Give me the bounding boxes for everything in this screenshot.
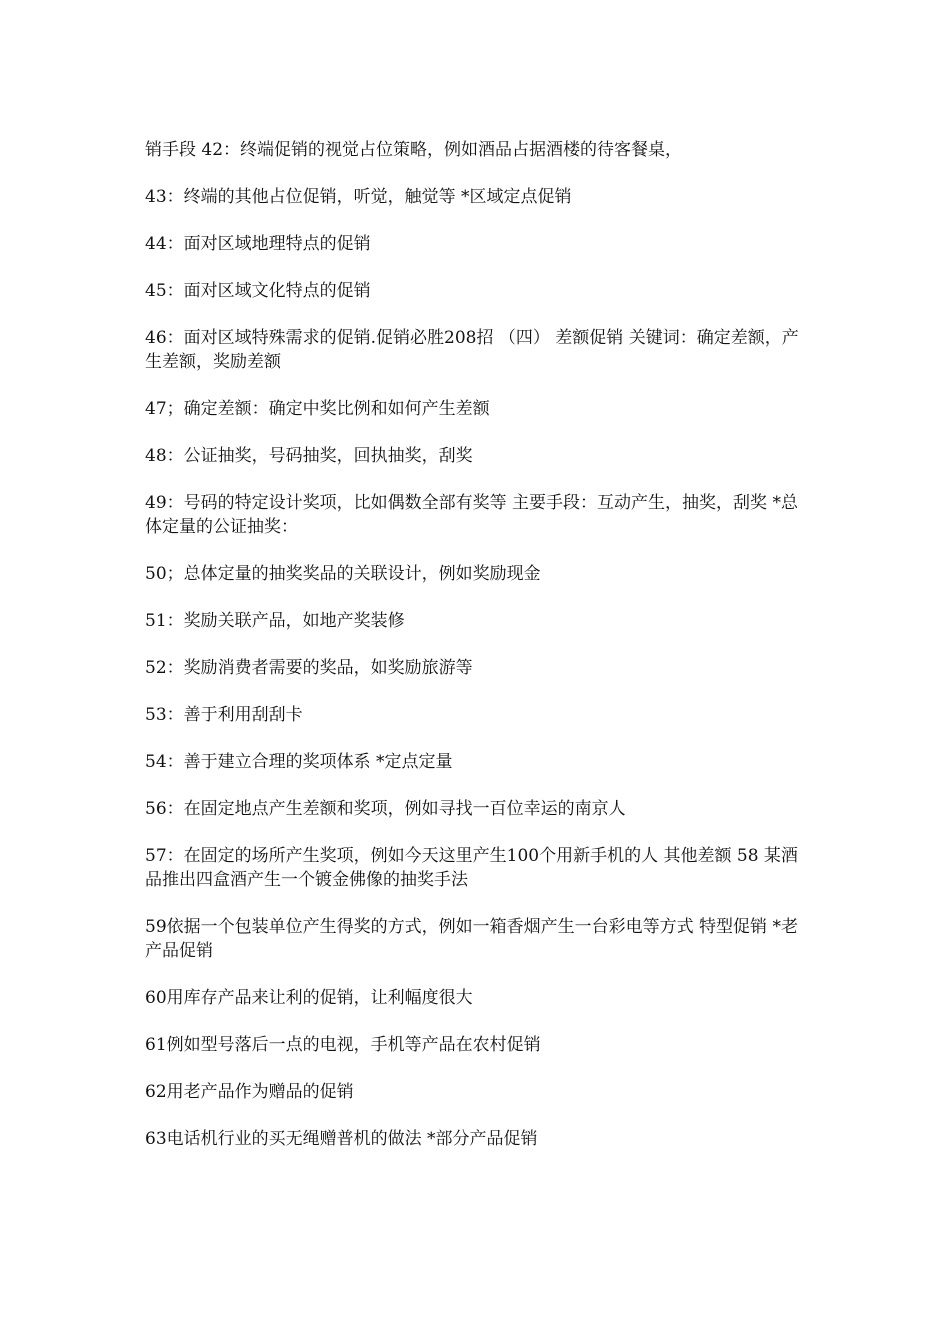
paragraph: 62用老产品作为赠品的促销 (145, 1082, 354, 1102)
paragraph: 45：面对区域文化特点的促销 (145, 281, 371, 301)
paragraph: 54：善于建立合理的奖项体系 *定点定量 (145, 752, 453, 772)
paragraph: 48：公证抽奖，号码抽奖，回执抽奖，刮奖 (145, 446, 473, 466)
paragraph: 60用库存产品来让利的促销，让利幅度很大 (145, 988, 473, 1008)
paragraph: 销手段 42：终端促销的视觉占位策略，例如酒品占据酒楼的待客餐桌， (145, 140, 683, 160)
paragraph: 56：在固定地点产生差额和奖项，例如寻找一百位幸运的南京人 (145, 799, 626, 819)
paragraph: 49：号码的特定设计奖项，比如偶数全部有奖等 主要手段：互动产生，抽奖，刮奖 *总体定量的公证抽奖： (145, 493, 798, 537)
paragraph: 47；确定差额：确定中奖比例和如何产生差额 (145, 399, 490, 419)
paragraph: 46：面对区域特殊需求的促销.促销必胜208招 （四） 差额促销 关键词：确定差额，产生差额，奖励差额 (145, 328, 799, 372)
paragraph: 59依据一个包装单位产生得奖的方式，例如一箱香烟产生一台彩电等方式 特型促销 *老产品促销 (145, 917, 798, 961)
paragraph: 44：面对区域地理特点的促销 (145, 234, 371, 254)
paragraph: 51：奖励关联产品，如地产奖装修 (145, 611, 405, 631)
paragraph: 61例如型号落后一点的电视，手机等产品在农村促销 (145, 1035, 541, 1055)
paragraph: 53：善于利用刮刮卡 (145, 705, 303, 725)
paragraph: 57：在固定的场所产生奖项，例如今天这里产生100个用新手机的人 其他差额 58 某酒品推出四盒酒产生一个镀金佛像的抽奖手法 (145, 846, 798, 890)
paragraph: 43：终端的其他占位促销，听觉，触觉等 *区域定点促销 (145, 187, 572, 207)
document-body (145, 138, 810, 1174)
paragraph: 50；总体定量的抽奖奖品的关联设计，例如奖励现金 (145, 564, 541, 584)
paragraph: 63电话机行业的买无绳赠普机的做法 *部分产品促销 (145, 1129, 538, 1149)
paragraph: 52：奖励消费者需要的奖品，如奖励旅游等 (145, 658, 473, 678)
